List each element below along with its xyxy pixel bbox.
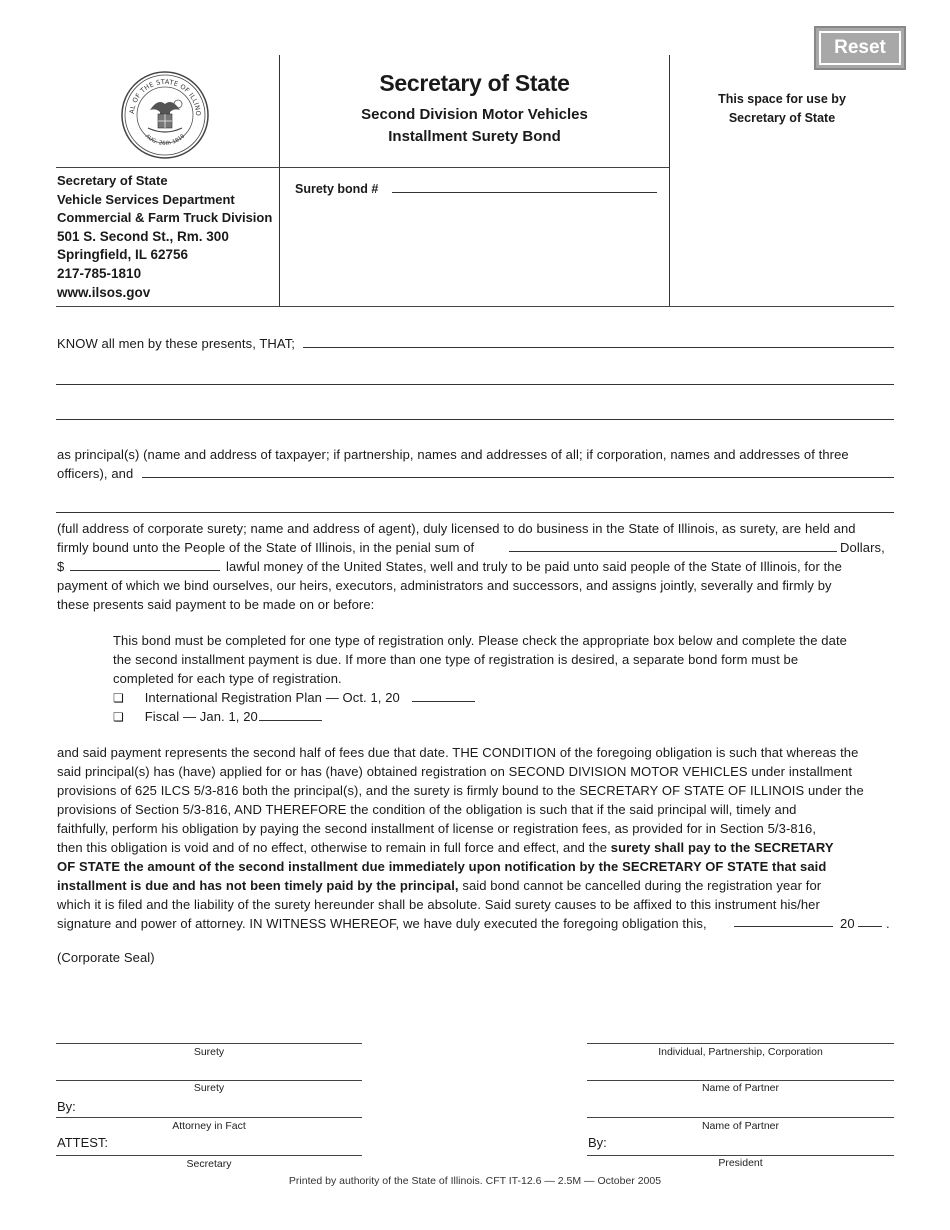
instruction-text-1: This bond must be completed for one type of registration only. Please check the appropriate box below and complete the date [113, 633, 847, 648]
condition-line [57, 838, 864, 857]
surety-text-4: payment of which we bind ourselves, our heirs, executors, administrators and successors, and assigns jointly, severally and firmly by [57, 578, 832, 593]
attorney-signature-line[interactable] [56, 1117, 362, 1118]
state-seal [120, 70, 210, 160]
attorney-label: Attorney in Fact [172, 1120, 246, 1132]
witness-date-input[interactable] [734, 912, 833, 927]
fiscal-label: Fiscal — Jan. 1, 20 [144, 709, 258, 724]
president-label: President [718, 1157, 763, 1169]
address-line: Vehicle Services Department [57, 191, 235, 207]
surety-text-5: these presents said payment to be made on or before: [57, 597, 375, 612]
by-label-right: By: [588, 1135, 607, 1150]
surety-signature-line-1[interactable] [56, 1043, 362, 1044]
partner-signature-line-2[interactable] [587, 1117, 894, 1118]
condition-line: which it is filed and the liability of the surety hereunder shall be absolute. Said surety causes to be affixed to this instrument his/her [57, 897, 820, 912]
svg-text:SEAL OF THE STATE OF ILLINOIS: AL OF THE STATE OF ILLINO [127, 77, 203, 117]
penal-sum-amount-input[interactable] [70, 556, 220, 571]
surety-text-3: lawful money of the United States, well and truly to be paid unto said people of the State of Illinois, for the [226, 559, 842, 574]
condition-line8-text: said bond cannot be cancelled during the registration year for [458, 878, 822, 893]
know-all-input[interactable] [303, 333, 894, 348]
condition-line: faithfully, perform his obligation by paying the second installment of license or registration fees, as provided for in Section 5/3-816, [57, 821, 817, 836]
website-link[interactable]: www.ilsos.gov [57, 284, 151, 300]
page-subtitle-1: Second Division Motor Vehicles [361, 106, 588, 123]
condition-line: and said payment represents the second half of fees due that date. THE CONDITION of the foregoing obligation is such that whereas the [57, 745, 859, 760]
office-use-line2: Secretary of State [728, 111, 836, 125]
condition-line: provisions of Section 5/3-816, AND THEREFORE the condition of the obligation is such that if the said principal will, timely and [57, 802, 797, 817]
dollar-sign: $ [57, 559, 65, 574]
irp-label: International Registration Plan — Oct. 1, 20 [144, 690, 400, 705]
seal-emblem-icon [120, 70, 210, 160]
address-line: Secretary of State [57, 173, 168, 188]
witness-period: . [886, 916, 890, 931]
entity-label: Individual, Partnership, Corporation [658, 1046, 823, 1058]
header-mid-rule [56, 167, 669, 168]
surety-bond-label: Surety bond # [295, 182, 379, 196]
condition-paragraph [57, 743, 864, 933]
condition-line [57, 857, 864, 876]
condition-line: provisions of 625 ILCS 5/3-816 both the principal(s), and the surety is firmly bound to the SECRETARY OF STATE OF ILLINOIS under the [57, 783, 864, 798]
principal-input-line2[interactable] [56, 498, 894, 513]
irp-checkbox[interactable]: ❏ [113, 691, 124, 705]
footer-text: Printed by authority of the State of Illinois. CFT IT-12.6 — 2.5M — October 2005 [288, 1175, 662, 1187]
witness-year-input[interactable] [858, 912, 882, 927]
surety-text-1: (full address of corporate surety; name and address of agent), duly licensed to do business in the State of Illinois, as surety, are held and [57, 521, 856, 536]
principal-text-1: as principal(s) (name and address of taxpayer; if partnership, names and addresses of all; if corporation, names and addresses of three [57, 447, 849, 462]
surety-signature-line-2[interactable] [56, 1080, 362, 1081]
reset-button[interactable] [814, 26, 906, 70]
page-subtitle-2: Installment Surety Bond [388, 128, 561, 145]
secretary-signature-line[interactable] [56, 1155, 362, 1156]
corporate-seal-label: (Corporate Seal) [57, 950, 155, 965]
condition-line: signature and power of attorney. IN WITNESS WHEREOF, we have duly executed the foregoing obligation this, [57, 916, 707, 931]
header-bottom-rule [56, 306, 894, 307]
office-use-line1: This space for use by [718, 92, 846, 106]
page-title: Secretary of State [379, 70, 570, 96]
by-label-left: By: [57, 1099, 76, 1114]
know-all-input-line2[interactable] [56, 370, 894, 385]
president-signature-line[interactable] [587, 1155, 894, 1156]
irp-year-input[interactable] [412, 687, 475, 702]
address-line: 217-785-1810 [57, 265, 142, 281]
principal-text-2: officers), and [57, 466, 134, 481]
instruction-text-2: the second installment payment is due. If more than one type of registration is desired, a separate bond form must be [113, 652, 799, 667]
fiscal-option[interactable] [113, 707, 258, 727]
penal-sum-words-input[interactable] [509, 537, 837, 552]
condition-line8-bold: installment is due and has not been timely paid by the principal, [57, 878, 459, 893]
address-line: Springfield, IL 62756 [57, 247, 189, 263]
surety-label-1: Surety [193, 1046, 225, 1058]
irp-option[interactable] [113, 688, 400, 708]
surety-text-2: firmly bound unto the People of the State of Illinois, in the penial sum of [57, 540, 475, 555]
partner-label-1: Name of Partner [701, 1082, 780, 1094]
fiscal-checkbox[interactable]: ❏ [113, 710, 124, 724]
address-block [57, 172, 272, 302]
fiscal-year-input[interactable] [259, 706, 322, 721]
dollars-label: Dollars, [840, 540, 885, 555]
principal-input[interactable] [142, 463, 894, 478]
condition-line6-bold: surety shall pay to the SECRETARY [610, 840, 834, 855]
partner-signature-line-1[interactable] [587, 1080, 894, 1081]
surety-bond-input[interactable] [392, 178, 657, 193]
condition-line6-text: then this obligation is void and of no effect, otherwise to remain in full force and effect, and the [57, 840, 611, 855]
condition-line7-bold: OF STATE the amount of the second installment due immediately upon notification by the SECRETARY OF STATE that said [57, 859, 827, 874]
address-line: 501 S. Second St., Rm. 300 [57, 228, 229, 244]
instruction-text-3: completed for each type of registration. [113, 671, 342, 686]
entity-signature-line[interactable] [587, 1043, 894, 1044]
surety-label-2: Surety [193, 1082, 225, 1094]
reset-button-label: Reset [819, 31, 901, 65]
secretary-label: Secretary [186, 1158, 232, 1170]
attest-label: ATTEST: [57, 1135, 109, 1150]
condition-line: said principal(s) has (have) applied for or has (have) obtained registration on SECOND DIVISION MOTOR VEHICLES under installment [57, 764, 853, 779]
witness-year-prefix: 20 [840, 916, 855, 931]
know-all-input-line3[interactable] [56, 405, 894, 420]
svg-text:AUG. 26th 1818: AUG. 26th 1818 [143, 133, 187, 147]
address-line: Commercial & Farm Truck Division [57, 210, 273, 226]
know-all-label: KNOW all men by these presents, THAT; [57, 336, 296, 351]
partner-label-2: Name of Partner [701, 1120, 780, 1132]
condition-line [57, 876, 864, 895]
